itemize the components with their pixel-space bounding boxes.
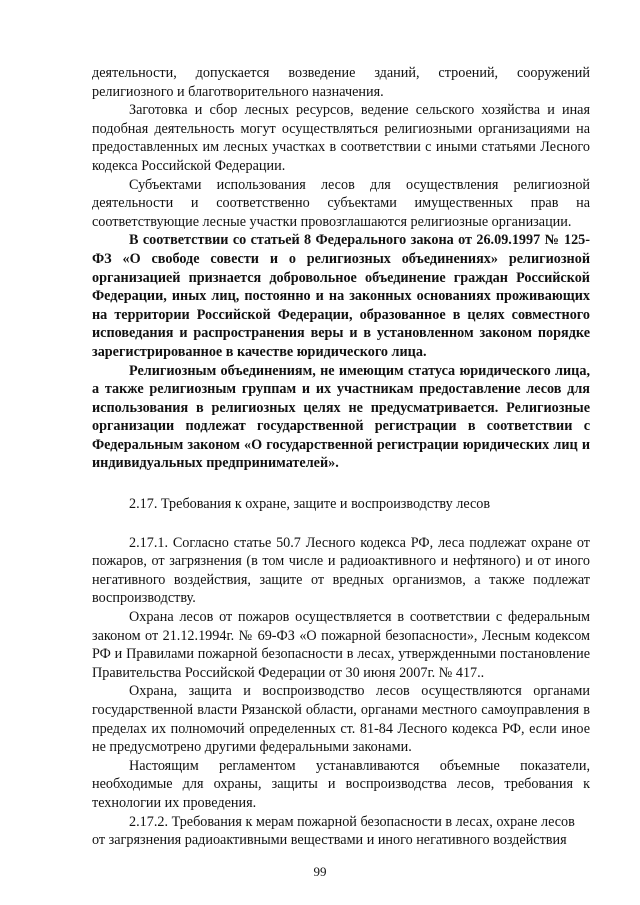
paragraph-religious-associations: Религиозным объединениям, не имеющим статуса юридического лица, а также религиозным группам и их участникам предоставление лесов для использования в религиозных целях не предусматривается. Религиозные организации подлежат государственной регистрации в соответствии с Федеральным законом «О государственной регистрации юридических лиц и индивидуальных предпринимателей». [92, 362, 590, 472]
paragraph-forest-resources: Заготовка и сбор лесных ресурсов, ведение сельского хозяйства и иная подобная деятельность могут осуществляться религиозными организациями на предоставленных им лесных участках в соответствии с иными статьями Лесного кодекса Российской Федерации. [92, 102, 590, 174]
paragraph-regulation: Настоящим регламентом устанавливаются объемные показатели, необходимые для охраны, защиты и воспроизводства лесов, требования к технологии их проведения. [92, 757, 590, 811]
paragraph-2-17-1: 2.17.1. Согласно статье 50.7 Лесного кодекса РФ, леса подлежат охране от пожаров, от загрязнения (в том числе и радиоактивного и нефтяного) и от иного негативного воздействия, защите от вредных организмов, а также подлежат воспроизводству. [92, 534, 590, 607]
paragraph-2-17-2: 2.17.2. Требования к мерам пожарной безопасности в лесах, охране лесов от загрязнения радиоактивными веществами и иного негативного воздействия [92, 813, 575, 849]
paragraph-federal-law: В соответствии со статьей 8 Федерального закона от 26.09.1997 № 125-ФЗ «О свободе совести и о религиозных объединениях» религиозной организацией признается добровольное объединение граждан Российской Федерации, иных лиц, постоянно и на законных основаниях проживающих на территории Российской Федерации, образованное в целях совместного исповедания и распространения веры и в установленном законом порядке зарегистрированное в качестве юридического лица. [92, 232, 590, 360]
paragraph-protection-authorities: Охрана, защита и воспроизводство лесов осуществляются органами государственной власти Рязанской области, органами местного самоуправления в пределах их полномочий определенных ст. 81-84 Лесного кодекса РФ, если иное не предусмотрено другими федеральными законами. [92, 683, 590, 756]
paragraph-subjects: Субъектами использования лесов для осуществления религиозной деятельности и соответственно субъектами имущественных прав на соответствующие лесные участки провозглашаются религиозные организации. [92, 176, 590, 230]
page-number: 99 [313, 864, 327, 879]
paragraph-fire-protection: Охрана лесов от пожаров осуществляется в соответствии с федеральным законом от 21.12.1994г. № 69-ФЗ «О пожарной безопасности», Лесным кодексом РФ и Правилами пожарной безопасности в лесах, утвержденными постановление Правительства Российской Федерации от 30 июня 2007г. № 417.. [92, 609, 590, 681]
section-heading: 2.17. Требования к охране, защите и воспроизводству лесов [129, 496, 491, 513]
paragraph-continuation: деятельности, допускается возведение зданий, строений, сооружений религиозного и благотворительного назначения. [92, 65, 590, 100]
